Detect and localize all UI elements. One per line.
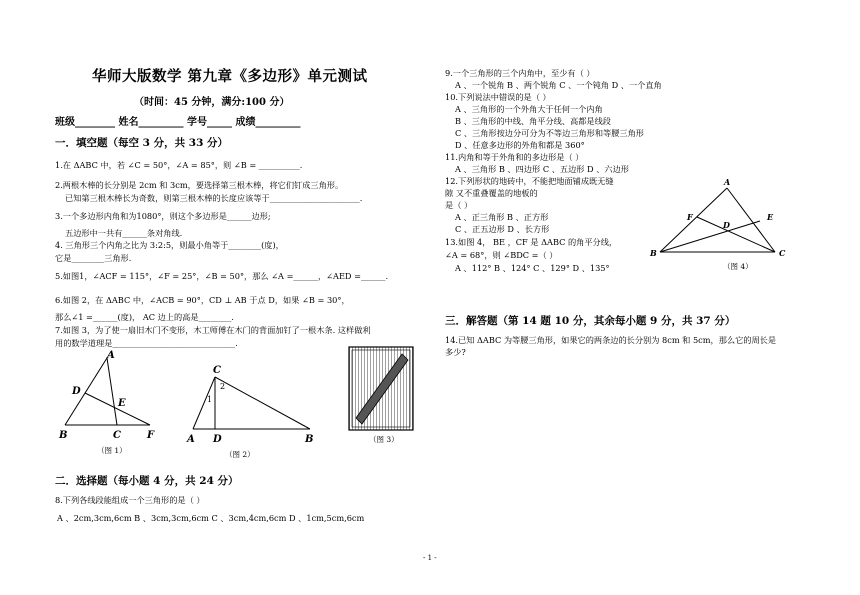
exam-subtitle: （时间：45 分钟，满分:100 分）: [134, 97, 290, 108]
fig4-label-b: B: [650, 248, 657, 258]
question-8-options: A 、2cm,3cm,6cm B 、3cm,3cm,6cm C 、3cm,4cm,6cm D 、1cm,5cm,6cm: [57, 513, 365, 523]
question-10-option-a: A 、三角形的一个外角大于任何一个内角: [455, 104, 603, 114]
student-info-line: 班级________ 姓名_________ 学号_____ 成绩_________: [55, 117, 301, 128]
question-12-line3: 是（ ）: [445, 200, 473, 210]
figure-3: [348, 346, 416, 446]
question-12-options-ab: A 、正三角形 B 、正方形: [455, 212, 549, 222]
fig4-caption: （图 4）: [723, 262, 753, 271]
fig1-label-c: C: [113, 430, 121, 441]
question-12-line1: 12.下列形状的地砖中，不能把地面铺成既无缝: [445, 176, 614, 186]
fig2-label-d: D: [213, 434, 222, 445]
question-1: 1.在 ΔABC 中，若 ∠C = 50°，∠A = 85°，则 ∠B = __________.: [55, 160, 303, 170]
fig1-caption: （图 1）: [97, 446, 127, 455]
fig4-label-d: D: [723, 220, 730, 230]
fig2-label-a: A: [187, 434, 195, 445]
question-10-option-d: D 、任意多边形的外角和都是 360°: [455, 140, 585, 150]
question-5: 5.如图1，∠ACF = 115°，∠F = 25°，∠B = 50°，那么 ∠A =______，∠AED =______.: [55, 271, 389, 281]
fig1-label-e: E: [118, 398, 126, 409]
fig4-label-f: F: [687, 212, 693, 222]
question-13-line1: 13.如图 4， BE ，CF 是 ΔABC 的角平分线，: [445, 237, 618, 247]
question-2-line1: 2.两根木棒的长分别是 2cm 和 3cm，要选择第三根木棒，将它们钉成三角形。: [55, 180, 344, 190]
fig2-label-1: 1: [207, 395, 213, 404]
question-6-line1: 6.如图 2，在 ΔABC 中，∠ACB = 90°，CD ⊥ AB 于点 D，如果 ∠B = 30°，: [55, 295, 350, 305]
figure-4: [645, 176, 790, 276]
fig4-label-a: A: [724, 177, 731, 187]
question-11: 11.内角和等于外角和的多边形是（ ）: [445, 152, 584, 162]
question-14-line1: 14.已知 ΔABC 为等腰三角形，如果它的两条边的长分别为 8cm 和 5cm，那么它的周长是: [445, 335, 777, 345]
fig1-label-b: B: [59, 430, 68, 441]
section1-heading: 一．填空题（每空 3 分，共 33 分）: [55, 137, 229, 149]
question-6-line2: 那么∠1 =______(度)， AC 边上的高是________.: [55, 312, 234, 322]
question-10-option-b: B 、三角形的中线、角平分线、高都是线段: [455, 116, 611, 126]
question-9: 9.一个三角形的三个内角中，至少有（ ）: [445, 68, 595, 78]
question-7-line2: 用的数学道理是______________________________.: [55, 338, 238, 348]
fig1-label-a: A: [107, 350, 115, 361]
page-number: - 1 -: [423, 554, 437, 562]
question-7-line1: 7.如图 3，为了使一扇旧木门不变形，木工师傅在木门的背面加钉了一根木条. 这样做利: [55, 325, 371, 335]
question-10-option-c: C 、三角形按边分可分为不等边三角形和等腰三角形: [455, 128, 644, 138]
question-12-line2: 隙 又不重叠覆盖的地板的: [445, 188, 538, 198]
section2-heading: 二．选择题（每小题 4 分，共 24 分）: [55, 475, 239, 487]
fig1-label-f: F: [147, 430, 155, 441]
section3-heading: 三．解答题（第 14 题 10 分，其余每小题 9 分，共 37 分）: [445, 315, 736, 327]
question-2-line2: 已知第三根木棒长为奇数，则第三根木棒的长度应该等于______________________.: [65, 193, 363, 203]
question-3-line2: 五边形中一共有______条对角线.: [65, 228, 183, 238]
fig3-caption: （图 3）: [369, 435, 399, 444]
fig2-label-b: B: [305, 434, 314, 445]
question-13-options: A 、112° B 、124° C 、129° D 、135°: [455, 263, 610, 273]
question-10: 10.下列说法中错误的是（ ）: [445, 92, 551, 102]
question-11-options: A 、三角形 B 、四边形 C 、五边形 D 、六边形: [455, 164, 629, 174]
figure-1: [55, 350, 165, 460]
fig4-label-e: E: [767, 212, 774, 222]
question-12-options-cd: C 、正五边形 D 、长方形: [455, 224, 550, 234]
question-4-line2: 它是________三角形.: [55, 253, 132, 263]
fig2-caption: （图 2）: [225, 450, 255, 459]
fig2-label-c: C: [213, 365, 221, 376]
fig1-label-d: D: [72, 386, 81, 397]
question-8: 8.下列各线段能组成一个三角形的是（ ）: [55, 495, 205, 505]
fig2-label-2: 2: [220, 382, 226, 391]
question-9-options: A 、一个锐角 B 、两个锐角 C 、一个钝角 D 、一个直角: [455, 80, 662, 90]
question-4-line1: 4. 三角形三个内角之比为 3:2:5，则最小角等于________(度)，: [55, 240, 284, 250]
fig4-label-c: C: [779, 248, 786, 258]
question-14-line2: 多少?: [445, 347, 466, 357]
question-13-line2: ∠A = 68°，则 ∠BDC =（ ）: [445, 250, 558, 260]
figure-2: [185, 362, 320, 462]
page-title: 华师大版数学 第九章《多边形》单元测试: [92, 68, 368, 85]
question-3-line1: 3.一个多边形内角和为1080°，则这个多边形是______边形;: [55, 211, 271, 221]
